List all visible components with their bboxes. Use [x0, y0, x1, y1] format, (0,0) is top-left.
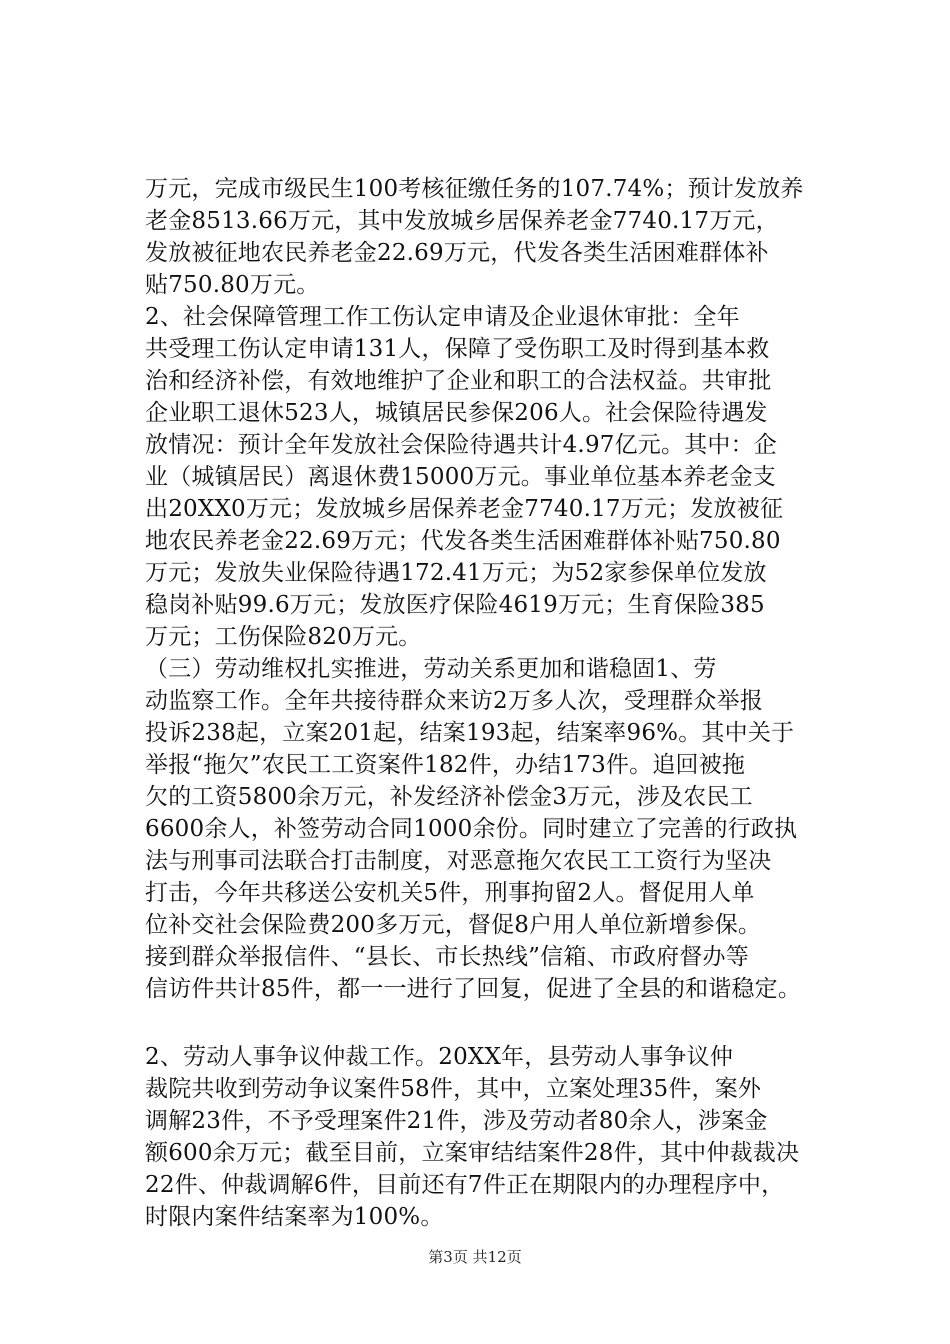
paragraph-labor-rights — [145, 653, 835, 1005]
text-line: 共受理工伤认定申请131人，保障了受伤职工及时得到基本救 — [145, 336, 770, 362]
text-line: 额600余万元；截至目前，立案审结结案件28件，其中仲裁裁决 — [145, 1140, 800, 1166]
text-line: 6600余人，补签劳动合同1000余份。同时建立了完善的行政执 — [145, 816, 798, 842]
text-line: 发放被征地农民养老金22.69万元，代发各类生活困难群体补 — [145, 240, 769, 266]
text-line: 贴750.80万元。 — [145, 272, 320, 298]
text-line: 2、社会保障管理工作工伤认定申请及企业退休审批：全年 — [145, 304, 740, 330]
paragraph-gap — [145, 1005, 835, 1041]
paragraph-social-security — [145, 301, 835, 653]
text-line: 打击，今年共移送公安机关5件，刑事拘留2人。督促用人单 — [145, 880, 755, 906]
text-line: 业（城镇居民）离退休费15000万元。事业单位基本养老金支 — [145, 464, 776, 490]
text-line: 治和经济补偿，有效地维护了企业和职工的合法权益。共审批 — [145, 368, 772, 394]
document-body — [145, 173, 835, 1233]
text-line: 举报“拖欠”农民工工资案件182件，办结173件。追回被拖 — [145, 752, 746, 778]
text-line: 万元；工伤保险820万元。 — [145, 624, 422, 650]
text-line: 位补交社会保险费200多万元，督促8户用人单位新增参保。 — [145, 912, 762, 938]
text-line: 万元，完成市级民生100考核征缴任务的107.74%；预计发放养 — [145, 176, 804, 202]
text-line: （三）劳动维权扎实推进，劳动关系更加和谐稳固1、劳 — [145, 656, 717, 682]
text-line: 接到群众举报信件、“县长、市长热线”信箱、市政府督办等 — [145, 944, 749, 970]
text-line: 时限内案件结案率为100%。 — [145, 1204, 444, 1230]
text-line: 万元；发放失业保险待遇172.41万元；为52家参保单位发放 — [145, 560, 767, 586]
text-line: 地农民养老金22.69万元；代发各类生活困难群体补贴750.80 — [145, 528, 781, 554]
text-line: 稳岗补贴99.6万元；发放医疗保险4619万元；生育保险385 — [145, 592, 765, 618]
text-line: 放情况：预计全年发放社会保险待遇共计4.97亿元。其中：企 — [145, 432, 778, 458]
text-line: 22件、仲裁调解6件，目前还有7件正在期限内的办理程序中， — [145, 1172, 785, 1198]
text-line: 信访件共计85件，都一一进行了回复，促进了全县的和谐稳定。 — [145, 976, 802, 1002]
text-line: 裁院共收到劳动争议案件58件，其中，立案处理35件，案外 — [145, 1076, 762, 1102]
page-number-footer: 第3页 共12页 — [428, 1248, 522, 1266]
text-line: 出20XX0万元；发放城乡居保养老金7740.17万元；发放被征 — [145, 496, 784, 522]
paragraph-pension-summary — [145, 173, 835, 301]
text-line: 投诉238起，立案201起，结案193起，结案率96%。其中关于 — [145, 720, 795, 746]
text-line: 企业职工退休523人，城镇居民参保206人。社会保险待遇发 — [145, 400, 768, 426]
text-line: 动监察工作。全年共接待群众来访2万多人次，受理群众举报 — [145, 688, 764, 714]
text-line: 法与刑事司法联合打击制度，对恶意拖欠农民工工资行为坚决 — [145, 848, 772, 874]
text-line: 欠的工资5800余万元，补发经济补偿金3万元，涉及农民工 — [145, 784, 753, 810]
text-line: 调解23件，不予受理案件21件，涉及劳动者80余人，涉案金 — [145, 1108, 768, 1134]
text-line: 老金8513.66万元，其中发放城乡居保养老金7740.17万元， — [145, 208, 779, 234]
text-line: 2、劳动人事争议仲裁工作。20XX年，县劳动人事争议仲 — [145, 1044, 734, 1070]
paragraph-arbitration — [145, 1041, 835, 1233]
